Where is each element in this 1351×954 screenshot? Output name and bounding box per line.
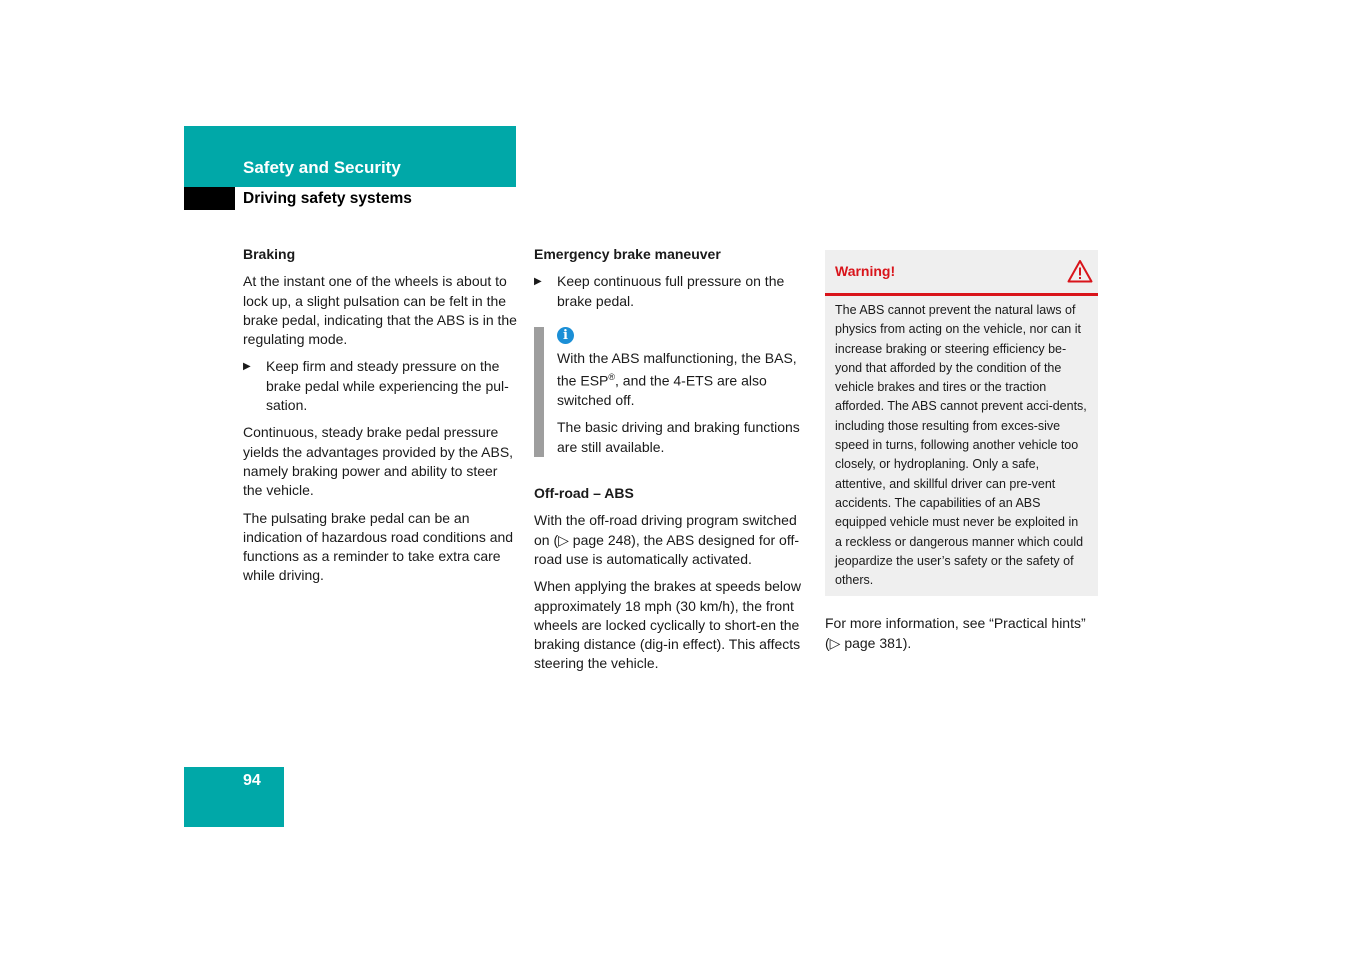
paragraph: When applying the brakes at speeds below approximately 18 mph (30 km/h), the front wheels are locked cyclically to short-en the braking distance (dig-in effect). This affects steering the vehicle. xyxy=(534,578,801,672)
column-braking xyxy=(243,245,518,594)
more-info-reference: For more information, see “Practical hints” (▷ page 381). xyxy=(825,615,1086,651)
info-bar xyxy=(534,327,544,457)
section-title: Safety and Security xyxy=(243,158,401,177)
heading-braking: Braking xyxy=(243,246,296,262)
warning-header xyxy=(825,250,1098,296)
warning-box xyxy=(825,250,1098,596)
heading-offroad-abs: Off-road – ABS xyxy=(534,485,634,502)
bullet-arrow-icon: ▶ xyxy=(243,361,251,373)
info-icon: i xyxy=(557,327,574,344)
page-number-band xyxy=(184,767,284,827)
subsection-title: Driving safety systems xyxy=(243,190,412,207)
warning-label: Warning! xyxy=(835,263,896,279)
paragraph: At the instant one of the wheels is about to lock up, a slight pulsation can be felt in the brake pedal, indicating that the ABS is in the regulating mode. xyxy=(243,273,517,348)
column-emergency-brake xyxy=(534,245,808,682)
warning-triangle-icon xyxy=(1067,259,1093,283)
info-paragraph: With the ABS malfunctioning, the BAS, the ESP®, and the 4-ETS are also switched off. xyxy=(557,349,797,409)
paragraph: The pulsating brake pedal can be an indication of hazardous road conditions and functions as a reminder to take extra care while driving. xyxy=(243,509,514,584)
instruction-text: Keep firm and steady pressure on the brake pedal while experiencing the pul-sation. xyxy=(266,358,509,414)
heading-emergency-brake: Emergency brake maneuver xyxy=(534,246,721,262)
warning-text: The ABS cannot prevent the natural laws of physics from acting on the vehicle, nor can it increase braking or steering efficiency be-yond that afforded by the condition of the vehicle brakes and tires or the traction afforded. The ABS cannot prevent acci-dents, including those resulting from exces-sive speed in turns, following another vehicle too closely, or hydroplaning. Only a safe, attentive, and skillful driver can pre-vent accidents. The capabilities of an ABS equipped vehicle must never be exploited in a reckless or dangerous manner which could jeopardize the user’s safety or the safety of others. xyxy=(835,303,1087,588)
paragraph: Continuous, steady brake pedal pressure yields the advantages provided by the ABS, namely braking power and ability to steer the vehicle. xyxy=(243,424,514,499)
header-tab-marker xyxy=(184,187,235,210)
paragraph: With the off-road driving program switched on (▷ page 248), the ABS designed for off-road use is automatically activated. xyxy=(534,512,800,567)
info-paragraph: The basic driving and braking functions are still available. xyxy=(557,419,800,455)
info-note xyxy=(534,327,808,457)
instruction-item xyxy=(243,357,518,415)
bullet-arrow-icon: ▶ xyxy=(534,276,542,288)
instruction-item xyxy=(534,272,808,311)
column-warning xyxy=(825,250,1098,661)
instruction-text: Keep continuous full pressure on the brake pedal. xyxy=(557,273,785,309)
page-number: 94 xyxy=(243,772,261,789)
